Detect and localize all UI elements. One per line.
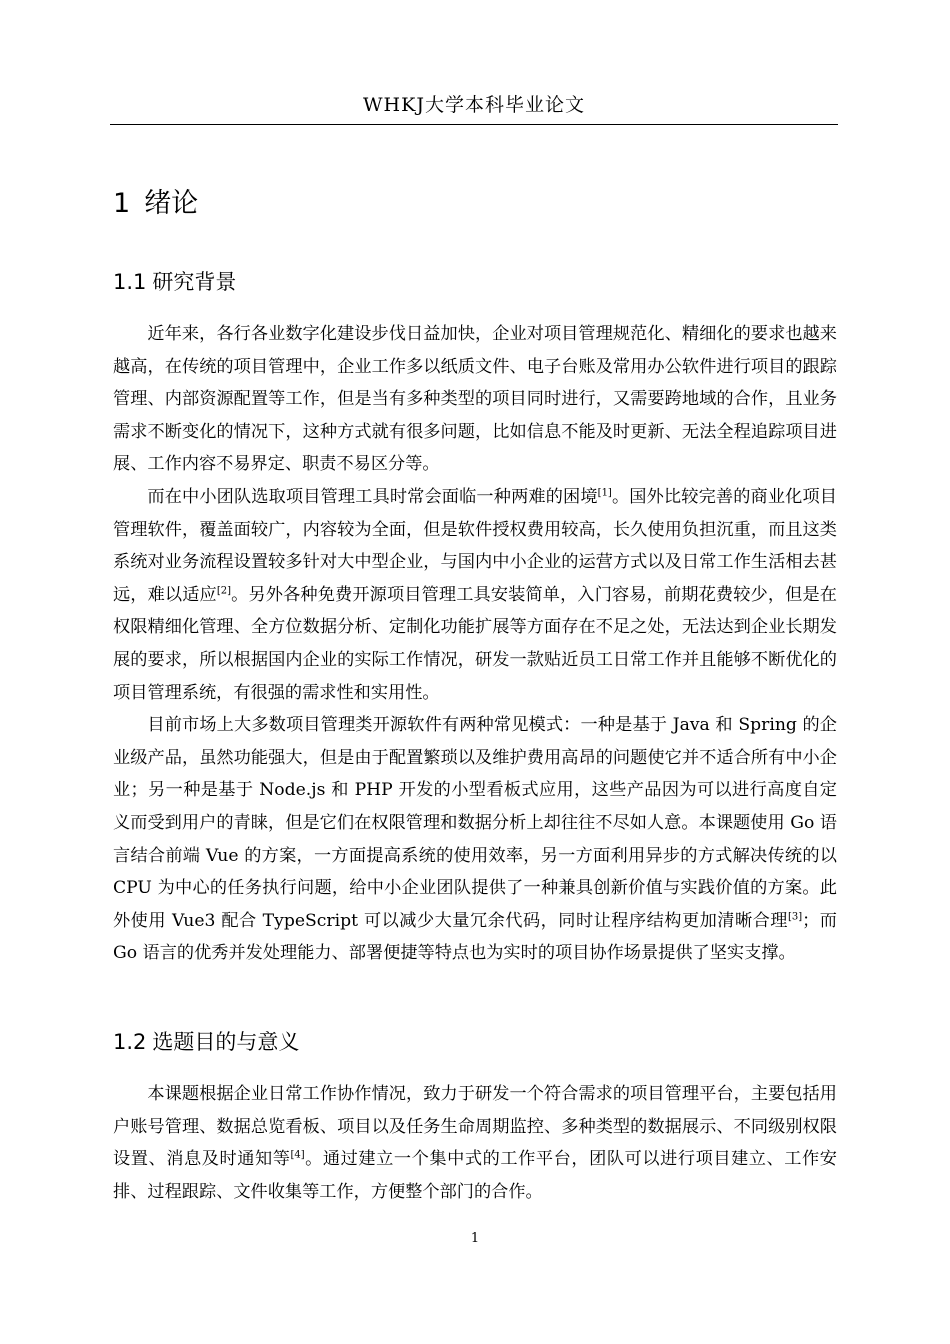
text-run: 目前市场上大多数项目管理类开源软件有两种常见模式：一种是基于 Java 和 Spring 的企业级产品，虽然功能强大，但是由于配置繁琐以及维护费用高昂的问题使它并不适合所有中小企业；另一种是基于 Node.js 和 PHP 开发的小型看板式应用，这些产品因为可以进行高度自定义而受到用户的青睐，但是它们在权限管理和数据分析上却往往不尽如人意。本课题使用 Go 语言结合前端 Vue 的方案，一方面提高系统的使用效率，另一方面利用异步的方式解决传统的以 CPU 为中心的任务执行问题，给中小企业团队提供了一种兼具创新价值与实践价值的方案。此外使用 Vue3 配合 TypeScript 可以减少大量冗余代码，同时让程序结构更加清晰合理	[113, 715, 837, 931]
body-paragraph	[113, 709, 837, 970]
citation-ref: [1]	[597, 487, 612, 499]
citation-ref: [4]	[290, 1149, 305, 1161]
section-title-1-2	[113, 1028, 299, 1056]
text-run: 。通过建立一个集中式的工作平台，团队可以进行项目建立、工作安排、过程跟踪、文件收集等工作，方便整个部门的合作。	[113, 1149, 837, 1202]
citation-ref: [2]	[216, 585, 232, 597]
citation-ref: [3]	[787, 910, 803, 922]
running-header: WHKJ大学本科毕业论文	[363, 94, 585, 116]
section-title-text: 研究背景	[152, 270, 237, 294]
header-rule	[110, 124, 838, 125]
chapter-title-text: 绪论	[144, 188, 199, 219]
body-paragraph	[113, 318, 837, 481]
section-body-1-1	[113, 318, 837, 970]
text-run: 。国外比较完善的商业化项目管理软件，覆盖面较广，内容较为全面，但是软件授权费用较高，长久使用负担沉重，而且这类系统对业务流程设置较多针对大中型企业，与国内中小企业的运营方式以及日常工作生活相去甚远，难以适应	[113, 486, 837, 605]
text-run: 而在中小团队选取项目管理工具时常会面临一种两难的困境	[147, 486, 598, 507]
chapter-title	[113, 186, 198, 222]
section-number: 1.2	[113, 1030, 147, 1054]
section-body-1-2	[113, 1078, 837, 1208]
section-number: 1.1	[113, 270, 147, 294]
section-title-text: 选题目的与意义	[152, 1030, 300, 1054]
text-run: 近年来，各行各业数字化建设步伐日益加快，企业对项目管理规范化、精细化的要求也越来越高，在传统的项目管理中，企业工作多以纸质文件、电子台账及常用办公软件进行项目的跟踪管理、内部资源配置等工作，但是当有多种类型的项目同时进行，又需要跨地域的合作，且业务需求不断变化的情况下，这种方式就有很多问题，比如信息不能及时更新、无法全程追踪项目进展、工作内容不易界定、职责不易区分等。	[113, 324, 837, 475]
text-run: ；而 Go 语言的优秀并发处理能力、部署便捷等特点也为实时的项目协作场景提供了坚实支撑。	[113, 910, 837, 964]
body-paragraph	[113, 1078, 837, 1208]
section-title-1-1	[113, 268, 236, 296]
text-run: 本课题根据企业日常工作协作情况，致力于研发一个符合需求的项目管理平台，主要包括用户账号管理、数据总览看板、项目以及任务生命周期监控、多种类型的数据展示、不同级别权限设置、消息及时通知等	[113, 1084, 837, 1170]
text-run: 。另外各种免费开源项目管理工具安装简单，入门容易，前期花费较少，但是在权限精细化管理、全方位数据分析、定制化功能扩展等方面存在不足之处，无法达到企业长期发展的要求，所以根据国内企业的实际工作情况，研发一款贴近员工日常工作并且能够不断优化的项目管理系统，有很强的需求性和实用性。	[113, 584, 837, 703]
chapter-number: 1	[113, 188, 131, 219]
body-paragraph	[113, 481, 837, 709]
page-number: 1	[470, 1231, 480, 1246]
